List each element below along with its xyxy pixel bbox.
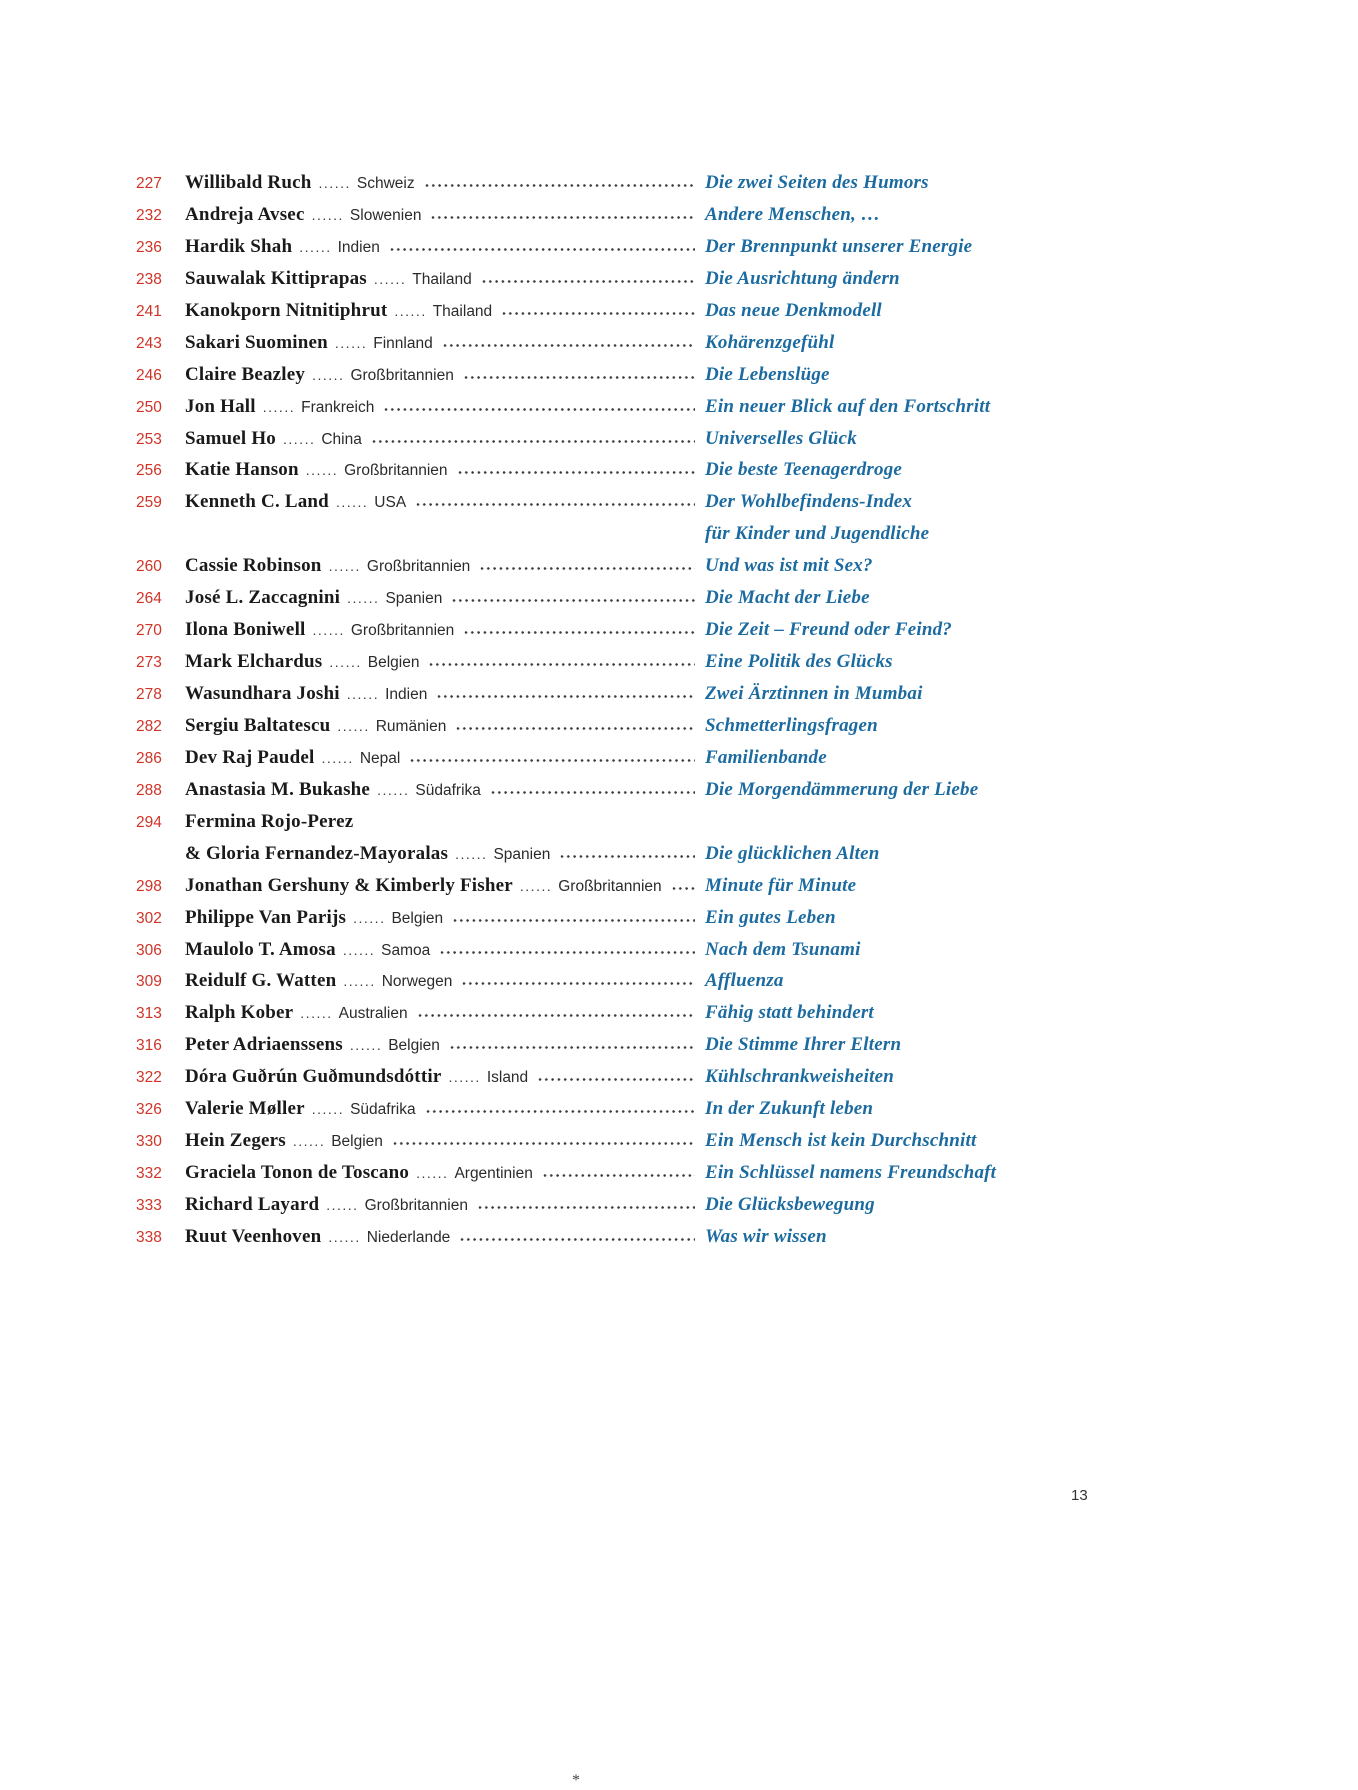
chapter-title: Die Zeit – Freund oder Feind?	[705, 619, 952, 641]
toc-row	[136, 1226, 1226, 1258]
name-country-dots: ......	[416, 1165, 449, 1182]
chapter-title: Der Wohlbefindens-Index	[705, 491, 913, 513]
chapter-title: Die Stimme Ihrer Eltern	[705, 1034, 902, 1056]
toc-row	[136, 811, 1226, 843]
name-country-dots: ......	[353, 909, 386, 926]
author-name: Dev Raj Paudel	[185, 746, 315, 768]
dot-leader	[439, 951, 695, 954]
author-name: Reidulf G. Watten	[185, 970, 337, 992]
dot-leader	[459, 1238, 695, 1241]
name-country-dots: ......	[394, 302, 427, 319]
name-country-dots: ......	[262, 398, 296, 415]
author-name: Fermina Rojo-Perez	[185, 810, 354, 832]
author-name: Ralph Kober	[185, 1002, 294, 1024]
entry-page-number: 243	[136, 334, 162, 352]
country-label: Spanien	[385, 590, 443, 608]
toc-row	[136, 1002, 1226, 1034]
name-country-dots: ......	[377, 781, 410, 798]
country-label: Samoa	[381, 941, 431, 959]
country-label: Thailand	[432, 302, 493, 320]
dot-leader	[463, 631, 695, 634]
entry-author-block	[185, 396, 705, 418]
entry-author-block	[185, 939, 705, 961]
country-label: Australien	[338, 1005, 408, 1023]
author-name: Mark Elchardus	[185, 651, 323, 673]
author-name: Andreja Avsec	[185, 203, 305, 225]
author-name: Jonathan Gershuny & Kimberly Fisher	[185, 874, 513, 896]
entry-page-number: 273	[136, 654, 162, 672]
name-country-dots: ......	[300, 1005, 333, 1022]
entry-page-number: 238	[136, 270, 162, 288]
toc-row	[136, 683, 1226, 715]
entry-page-number: 227	[136, 175, 162, 192]
entry-page-number: 286	[136, 749, 162, 767]
country-label: Finnland	[373, 334, 433, 352]
entry-page-number: 298	[136, 877, 162, 895]
entry-author-block	[185, 1130, 705, 1152]
chapter-title: Was wir wissen	[705, 1225, 827, 1247]
country-label: Großbritannien	[344, 462, 448, 480]
table-of-contents	[136, 172, 1226, 1258]
dot-leader	[392, 1142, 695, 1145]
chapter-title: Minute für Minute	[705, 874, 857, 896]
name-country-dots: ......	[292, 1133, 326, 1150]
entry-author-block	[185, 779, 705, 801]
country-label: Nepal	[359, 749, 401, 767]
toc-row	[136, 970, 1226, 1002]
entry-page-number: 236	[136, 238, 162, 256]
entry-author-block	[185, 268, 705, 290]
entry-author-block	[185, 970, 705, 992]
dot-leader	[559, 855, 695, 858]
toc-row	[136, 236, 1226, 268]
author-name: Kanokporn Nitnitiphrut	[185, 299, 388, 321]
country-label: Großbritannien	[350, 622, 455, 640]
dot-leader	[409, 759, 695, 762]
country-label: Großbritannien	[364, 1197, 468, 1214]
country-label: Belgien	[391, 909, 444, 927]
toc-row	[136, 875, 1226, 907]
entry-page-number: 302	[136, 909, 162, 927]
dot-leader	[442, 344, 695, 347]
dot-leader	[461, 982, 695, 985]
name-country-dots: ......	[373, 270, 407, 287]
entry-author-block	[185, 555, 705, 577]
dot-leader	[452, 919, 695, 922]
entry-page-number: 278	[136, 686, 162, 703]
name-country-dots: ......	[329, 654, 362, 671]
toc-row	[136, 268, 1226, 300]
chapter-title: Nach dem Tsunami	[705, 938, 861, 960]
author-name: Maulolo T. Amosa	[185, 938, 336, 960]
entry-page-number: 326	[136, 1101, 162, 1119]
entry-author-block	[185, 332, 705, 354]
chapter-title: In der Zukunft leben	[705, 1098, 874, 1120]
toc-row	[136, 172, 1226, 204]
entry-author-block	[185, 172, 705, 194]
toc-row	[136, 907, 1226, 939]
entry-page-number: 241	[136, 302, 162, 320]
author-name: Claire Beazley	[185, 363, 306, 385]
name-country-dots: ......	[347, 590, 380, 607]
entry-author-block	[185, 1194, 705, 1216]
toc-row	[136, 332, 1226, 364]
country-label: Rumänien	[375, 717, 447, 735]
toc-row	[136, 491, 1226, 523]
country-label: Belgien	[367, 654, 420, 672]
author-name: Jon Hall	[185, 395, 256, 417]
entry-author-block	[185, 1066, 705, 1088]
toc-row	[136, 428, 1226, 460]
author-name: Kenneth C. Land	[185, 491, 329, 513]
name-country-dots: ......	[455, 845, 488, 862]
chapter-title: Ein Schlüssel namens Freundschaft	[705, 1162, 997, 1184]
author-name: Peter Adriaenssens	[185, 1034, 343, 1056]
toc-row	[136, 1098, 1226, 1130]
author-name: Dóra Guðrún Guðmundsdóttir	[185, 1066, 442, 1088]
entry-author-block	[185, 811, 705, 833]
name-country-dots: ......	[335, 494, 369, 511]
entry-author-block	[185, 587, 705, 609]
entry-page-number: 309	[136, 973, 162, 991]
entry-author-block	[185, 459, 705, 481]
toc-row	[136, 1066, 1226, 1098]
author-name: Sergiu Baltatescu	[185, 714, 331, 736]
chapter-title: Ein Mensch ist kein Durchschnitt	[705, 1130, 977, 1152]
entry-author-block	[185, 204, 705, 226]
entry-author-block	[185, 1034, 705, 1056]
country-label: China	[321, 430, 362, 448]
country-label: Niederlande	[366, 1228, 451, 1246]
chapter-title: Die beste Teenagerdroge	[705, 459, 903, 481]
dot-leader	[479, 567, 695, 570]
toc-row	[136, 396, 1226, 428]
dot-leader	[371, 440, 695, 443]
country-label: Schweiz	[356, 175, 415, 192]
author-name: Graciela Tonon de Toscano	[185, 1162, 410, 1184]
dot-leader	[501, 312, 695, 315]
chapter-title: Die Morgendämmerung der Liebe	[705, 778, 979, 800]
entry-page-number: 282	[136, 717, 162, 735]
country-label: Großbritannien	[366, 558, 471, 576]
entry-page-number: 246	[136, 366, 162, 384]
entry-author-block	[185, 1098, 705, 1120]
name-country-dots: ......	[519, 877, 553, 894]
name-country-dots: ......	[305, 462, 339, 479]
entry-author-block	[185, 491, 705, 513]
name-country-dots: ......	[311, 1101, 345, 1118]
toc-row	[136, 1034, 1226, 1066]
dot-leader	[424, 184, 695, 187]
chapter-title: Ein neuer Blick auf den Fortschritt	[705, 395, 991, 417]
toc-row	[136, 523, 1226, 555]
chapter-title: für Kinder und Jugendliche	[705, 523, 930, 545]
toc-row	[136, 651, 1226, 683]
country-label: Slowenien	[349, 206, 422, 224]
country-label: Belgien	[388, 1037, 440, 1055]
dot-leader	[389, 248, 695, 251]
author-name: José L. Zaccagnini	[185, 587, 341, 609]
dot-leader	[415, 503, 695, 506]
toc-row	[136, 364, 1226, 396]
author-name: Wasundhara Joshi	[185, 683, 340, 704]
name-country-dots: ......	[342, 941, 376, 958]
name-country-dots: ......	[326, 1197, 359, 1213]
entry-page-number: 332	[136, 1165, 162, 1183]
country-label: Indien	[385, 686, 428, 703]
name-country-dots: ......	[318, 175, 351, 191]
dot-leader	[455, 727, 695, 730]
dot-leader	[449, 1046, 695, 1049]
author-name: Ilona Boniwell	[185, 619, 306, 641]
chapter-title: Die Ausrichtung ändern	[705, 267, 900, 289]
author-name: Valerie Møller	[185, 1098, 305, 1120]
entry-author-block	[185, 1162, 705, 1184]
toc-row	[136, 459, 1226, 491]
entry-page-number: 259	[136, 494, 162, 512]
chapter-title: Universelles Glück	[705, 427, 857, 449]
name-country-dots: ......	[312, 622, 345, 639]
name-country-dots: ......	[283, 430, 316, 447]
toc-row	[136, 555, 1226, 587]
dot-leader	[477, 1206, 695, 1209]
toc-row	[136, 939, 1226, 971]
entry-author-block	[185, 619, 705, 641]
author-name: & Gloria Fernandez-Mayoralas	[185, 842, 449, 864]
chapter-title: Der Brennpunkt unserer Energie	[705, 235, 973, 257]
chapter-title: Die Macht der Liebe	[705, 587, 870, 609]
entry-page-number: 264	[136, 590, 162, 608]
author-name: Hardik Shah	[185, 235, 293, 257]
entry-page-number: 260	[136, 558, 162, 576]
country-label: Norwegen	[381, 973, 453, 991]
country-label: Argentinien	[454, 1165, 533, 1183]
dot-leader	[417, 1014, 695, 1017]
entry-page-number: 316	[136, 1037, 162, 1055]
country-label: Thailand	[412, 270, 472, 288]
entry-page-number: 294	[136, 813, 162, 831]
chapter-title: Die Glücksbewegung	[705, 1194, 875, 1215]
name-country-dots: ......	[343, 973, 376, 990]
country-label: Großbritannien	[558, 877, 662, 895]
name-country-dots: ......	[328, 558, 361, 575]
chapter-title: Die Lebenslüge	[705, 363, 830, 385]
entry-author-block	[185, 907, 705, 929]
chapter-title: Die zwei Seiten des Humors	[705, 172, 929, 193]
chapter-title: Affluenza	[705, 970, 784, 992]
author-name: Philippe Van Parijs	[185, 906, 347, 928]
chapter-title: Eine Politik des Glücks	[705, 651, 893, 673]
dot-leader	[671, 887, 695, 890]
entry-page-number: 256	[136, 462, 162, 480]
name-country-dots: ......	[337, 717, 370, 734]
chapter-title: Andere Menschen, …	[705, 203, 881, 225]
entry-page-number: 313	[136, 1005, 162, 1023]
entry-page-number: 322	[136, 1069, 162, 1087]
author-name: Anastasia M. Bukashe	[185, 778, 371, 800]
chapter-title: Kühlschrankweisheiten	[705, 1066, 894, 1088]
entry-page-number: 232	[136, 206, 162, 224]
toc-row	[136, 587, 1226, 619]
entry-page-number: 330	[136, 1133, 162, 1151]
chapter-title: Familienbande	[705, 746, 827, 768]
page-number-footer: 13	[1071, 1487, 1088, 1504]
name-country-dots: ......	[349, 1037, 383, 1054]
dot-leader	[425, 1110, 695, 1113]
author-name: Katie Hanson	[185, 459, 299, 481]
author-name: Ruut Veenhoven	[185, 1225, 322, 1247]
dot-leader	[436, 695, 695, 698]
chapter-title: Zwei Ärztinnen in Mumbai	[705, 683, 923, 704]
country-label: Südafrika	[350, 1101, 416, 1119]
toc-row	[136, 779, 1226, 811]
name-country-dots: ......	[321, 749, 354, 766]
entry-page-number: 338	[136, 1228, 162, 1246]
dot-leader	[194, 539, 695, 542]
entry-author-block	[185, 1002, 705, 1024]
dot-leader	[362, 823, 695, 826]
name-country-dots: ......	[346, 686, 380, 702]
dot-leader	[481, 280, 695, 283]
author-name: Willibald Ruch	[185, 172, 312, 193]
author-name: Sauwalak Kittiprapas	[185, 267, 367, 289]
name-country-dots: ......	[334, 334, 368, 351]
country-label: Frankreich	[301, 398, 375, 416]
entry-author-block	[185, 236, 705, 258]
footer-mark: *	[572, 1772, 580, 1789]
chapter-title: Ein gutes Leben	[705, 906, 836, 928]
toc-row	[136, 747, 1226, 779]
toc-row	[136, 619, 1226, 651]
entry-author-block	[185, 300, 705, 322]
dot-leader	[537, 1078, 695, 1081]
author-name: Richard Layard	[185, 1194, 320, 1215]
entry-author-block	[185, 1226, 705, 1248]
entry-author-block	[185, 539, 705, 549]
entry-page-number: 306	[136, 941, 162, 959]
dot-leader	[490, 791, 695, 794]
dot-leader	[428, 663, 695, 666]
author-name: Samuel Ho	[185, 427, 277, 449]
dot-leader	[463, 376, 695, 379]
country-label: Belgien	[331, 1133, 383, 1151]
entry-page-number: 270	[136, 622, 162, 640]
toc-row	[136, 1194, 1226, 1226]
entry-author-block	[185, 428, 705, 450]
name-country-dots: ......	[312, 366, 345, 383]
dot-leader	[542, 1174, 695, 1177]
entry-author-block	[185, 683, 705, 705]
country-label: Island	[486, 1069, 529, 1087]
name-country-dots: ......	[299, 238, 332, 255]
entry-author-block	[185, 747, 705, 769]
country-label: Südafrika	[415, 781, 481, 799]
dot-leader	[430, 216, 695, 219]
toc-row	[136, 204, 1226, 236]
chapter-title: Fähig statt behindert	[705, 1002, 874, 1024]
toc-row	[136, 1130, 1226, 1162]
country-label: Indien	[337, 238, 380, 256]
entry-page-number: 253	[136, 430, 162, 448]
toc-row	[136, 843, 1226, 875]
entry-page-number: 250	[136, 398, 162, 416]
chapter-title: Kohärenzgefühl	[705, 331, 835, 353]
name-country-dots: ......	[328, 1228, 361, 1245]
name-country-dots: ......	[448, 1069, 481, 1086]
entry-page-number: 288	[136, 781, 162, 799]
dot-leader	[383, 408, 695, 411]
entry-author-block	[185, 875, 705, 897]
chapter-title: Schmetterlingsfragen	[705, 714, 878, 736]
entry-page-number: 333	[136, 1197, 162, 1214]
chapter-title: Das neue Denkmodell	[705, 299, 882, 321]
country-label: Spanien	[493, 845, 551, 863]
entry-author-block	[185, 843, 705, 865]
author-name: Cassie Robinson	[185, 555, 322, 577]
toc-row	[136, 1162, 1226, 1194]
toc-row	[136, 715, 1226, 747]
dot-leader	[451, 599, 695, 602]
country-label: USA	[374, 494, 407, 512]
author-name: Sakari Suominen	[185, 331, 328, 353]
dot-leader	[457, 471, 695, 474]
entry-author-block	[185, 364, 705, 386]
chapter-title: Die glücklichen Alten	[705, 842, 880, 864]
author-name: Hein Zegers	[185, 1130, 286, 1152]
country-label: Großbritannien	[350, 366, 454, 384]
name-country-dots: ......	[311, 206, 344, 223]
entry-author-block	[185, 651, 705, 673]
entry-author-block	[185, 715, 705, 737]
toc-row	[136, 300, 1226, 332]
chapter-title: Und was ist mit Sex?	[705, 555, 873, 577]
